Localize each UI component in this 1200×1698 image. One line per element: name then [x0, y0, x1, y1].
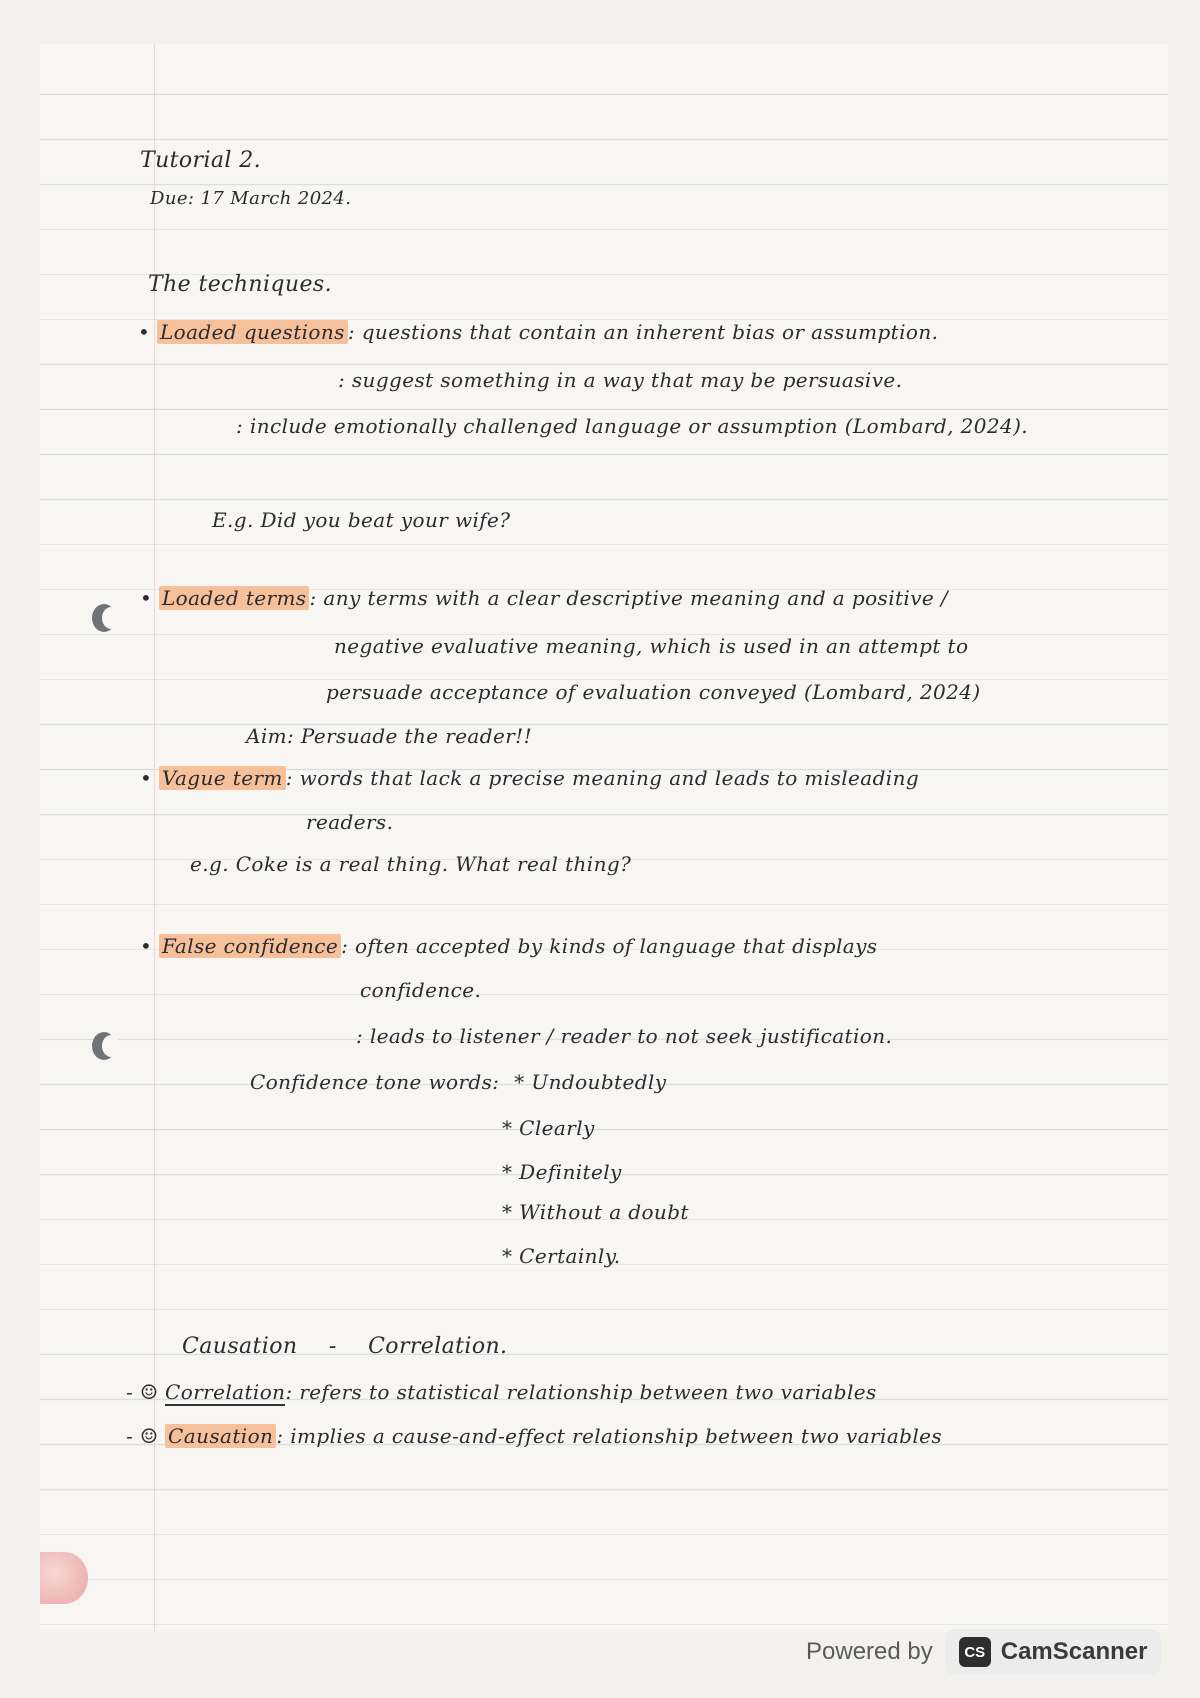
causation-heading-sep: -: [328, 1334, 337, 1359]
asterisk-icon: *: [502, 1200, 513, 1224]
bullet-dot: •: [140, 934, 153, 958]
binder-hole-icon: [92, 604, 116, 632]
asterisk-icon: *: [502, 1244, 513, 1268]
tone-word-item: [502, 1200, 689, 1224]
tone-word-item: [502, 1116, 595, 1140]
tone-word: Certainly.: [519, 1244, 621, 1268]
tone-word-item: [502, 1160, 622, 1184]
false-confidence-line1: [140, 934, 877, 958]
vague-term-term: Vague term: [159, 766, 286, 790]
causation-heading-right: Correlation.: [368, 1334, 508, 1359]
tone-word-item: [502, 1244, 621, 1268]
causation-heading-left: Causation: [182, 1334, 298, 1359]
loaded-terms-aim: Aim: Persuade the reader!!: [246, 724, 533, 748]
causation-heading: [182, 1334, 507, 1359]
bullet-dot: •: [140, 766, 153, 790]
page-corner-smudge: [40, 1552, 88, 1604]
causation-term: Causation: [165, 1424, 276, 1448]
bullet-dot: •: [138, 320, 151, 344]
bullet-dot: •: [140, 586, 153, 610]
false-confidence-line2: confidence.: [360, 978, 482, 1002]
loaded-terms-line2: negative evaluative meaning, which is used in an attempt to: [334, 634, 969, 658]
binder-hole-icon: [92, 1032, 116, 1060]
vague-term-line1: [140, 766, 919, 790]
smiley-icon: ☺: [139, 1424, 159, 1448]
loaded-questions-line3: : include emotionally challenged language or assumption (Lombard, 2024).: [236, 414, 1029, 438]
tutorial-title: Tutorial 2.: [140, 148, 262, 173]
tone-word: Definitely: [519, 1160, 622, 1184]
confidence-tone-text: Confidence tone words:: [250, 1070, 500, 1094]
powered-by-text: Powered by: [806, 1638, 933, 1665]
loaded-questions-line2: : suggest something in a way that may be persuasive.: [338, 368, 903, 392]
notebook-page: [40, 44, 1168, 1632]
loaded-terms-line1: [140, 586, 948, 610]
camscanner-logo-icon: CS: [959, 1637, 991, 1667]
asterisk-icon: *: [502, 1160, 513, 1184]
vague-term-line2: readers.: [306, 810, 394, 834]
dash: -: [126, 1424, 134, 1448]
tone-word: Without a doubt: [519, 1200, 689, 1224]
correlation-term: Correlation: [165, 1380, 286, 1404]
camscanner-brand-name: CamScanner: [1000, 1638, 1148, 1665]
due-date: Due: 17 March 2024.: [150, 188, 352, 209]
false-confidence-def1: : often accepted by kinds of language that displays: [341, 934, 878, 958]
smiley-icon: ☺: [139, 1380, 159, 1404]
correlation-line: [126, 1380, 877, 1404]
false-confidence-term: False confidence: [159, 934, 341, 958]
loaded-questions-def1: : questions that contain an inherent bias or assumption.: [347, 320, 939, 344]
vague-term-def1: : words that lack a precise meaning and leads to misleading: [285, 766, 920, 790]
loaded-terms-def1: : any terms with a clear descriptive meaning and a positive /: [309, 586, 949, 610]
causation-line: [126, 1424, 942, 1448]
tone-word: Clearly: [519, 1116, 595, 1140]
asterisk-icon: *: [502, 1116, 513, 1140]
loaded-terms-line3: persuade acceptance of evaluation conveyed (Lombard, 2024): [326, 680, 981, 704]
loaded-questions-example: E.g. Did you beat your wife?: [212, 508, 511, 532]
tone-word: Undoubtedly: [531, 1070, 667, 1094]
camscanner-badge: [945, 1629, 1162, 1675]
correlation-def: : refers to statistical relationship between two variables: [285, 1380, 877, 1404]
confidence-tone-label: Confidence tone words: * Undoubtedly: [250, 1070, 667, 1094]
camscanner-watermark: [806, 1622, 1161, 1682]
dash: -: [126, 1380, 134, 1404]
loaded-questions-term: Loaded questions: [157, 320, 348, 344]
loaded-terms-term: Loaded terms: [159, 586, 310, 610]
causation-def: : implies a cause-and-effect relationship between two variables: [276, 1424, 943, 1448]
false-confidence-line3: : leads to listener / reader to not seek justification.: [356, 1024, 893, 1048]
vague-term-example: e.g. Coke is a real thing. What real thing?: [190, 852, 632, 876]
loaded-questions-line1: [138, 320, 938, 344]
techniques-heading: The techniques.: [148, 272, 332, 297]
